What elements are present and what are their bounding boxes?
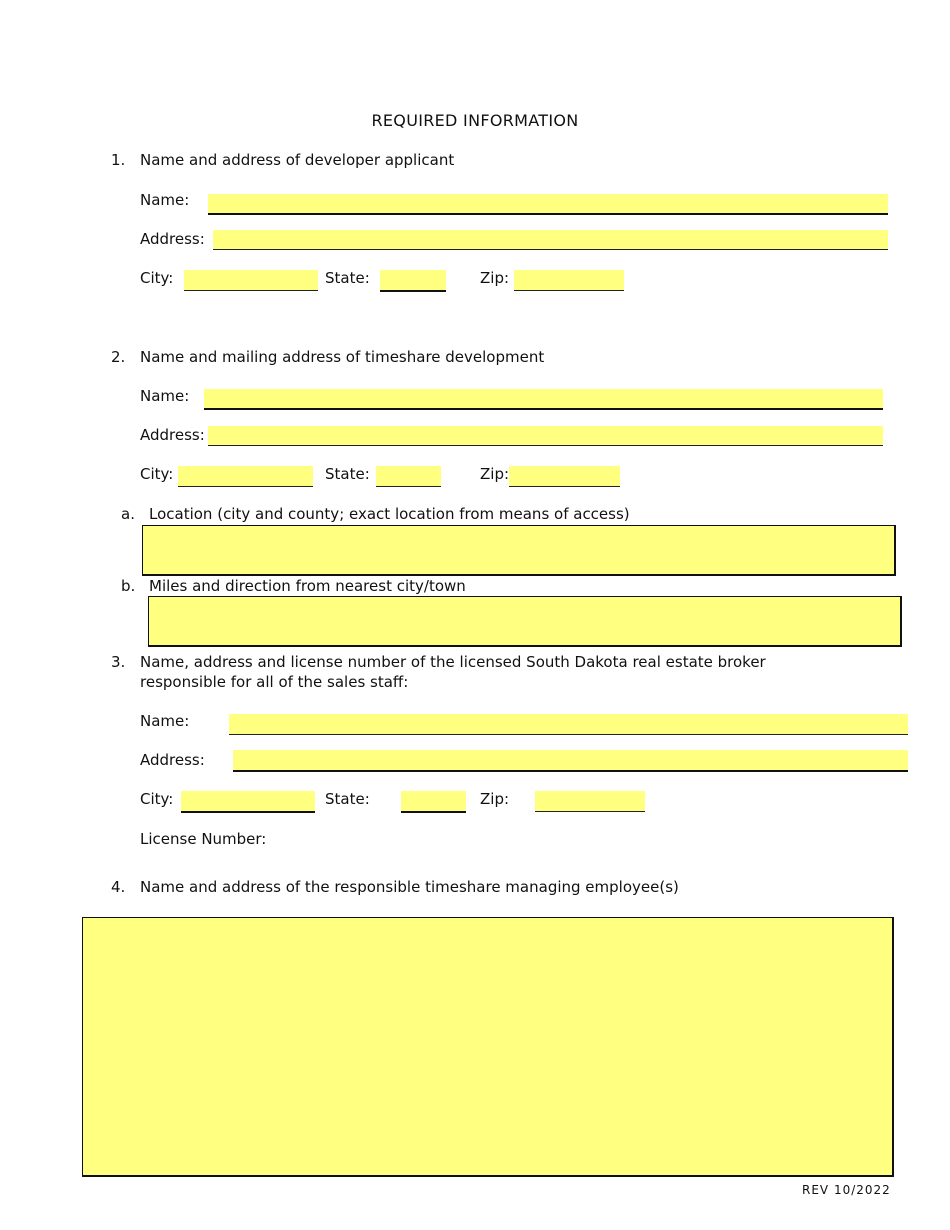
s3-name-input[interactable] <box>229 714 908 735</box>
s2-location-textarea[interactable] <box>142 525 896 576</box>
s3-address-label: Address: <box>140 751 205 769</box>
s1-city-label: City: <box>140 269 174 287</box>
s3-state-input[interactable] <box>401 791 466 813</box>
s3-name-label: Name: <box>140 712 190 730</box>
section-3-number: 3. <box>111 653 126 671</box>
s2-city-input[interactable] <box>178 466 313 487</box>
s3-zip-label: Zip: <box>480 790 510 808</box>
s2-zip-input[interactable] <box>509 466 620 487</box>
s2-location-label: Location (city and county; exact location from means of access) <box>149 505 630 523</box>
page-title: REQUIRED INFORMATION <box>371 111 579 130</box>
s2-miles-textarea[interactable] <box>148 596 902 647</box>
s3-state-label: State: <box>325 790 370 808</box>
section-2-number: 2. <box>111 348 126 366</box>
s3-address-input[interactable] <box>233 750 908 772</box>
s2-state-label: State: <box>325 465 370 483</box>
revision-label: REV 10/2022 <box>802 1183 891 1197</box>
s1-address-input[interactable] <box>213 230 888 250</box>
s3-zip-input[interactable] <box>535 791 645 812</box>
s2-address-label: Address: <box>140 426 205 444</box>
section-2-heading: Name and mailing address of timeshare development <box>140 348 545 366</box>
s2-miles-label: Miles and direction from nearest city/town <box>149 577 466 595</box>
s1-address-label: Address: <box>140 230 205 248</box>
s2-address-input[interactable] <box>208 426 883 446</box>
s1-name-input[interactable] <box>208 194 888 215</box>
section-3-heading-line1: Name, address and license number of the licensed South Dakota real estate broker <box>140 653 766 671</box>
s1-zip-input[interactable] <box>514 270 624 291</box>
s4-managing-employees-textarea[interactable] <box>82 917 894 1177</box>
s2-state-input[interactable] <box>376 466 441 487</box>
s3-city-label: City: <box>140 790 174 808</box>
s1-city-input[interactable] <box>184 270 318 291</box>
section-1-heading: Name and address of developer applicant <box>140 151 455 169</box>
s2-name-input[interactable] <box>204 389 883 410</box>
s1-name-label: Name: <box>140 191 190 209</box>
s2-city-label: City: <box>140 465 174 483</box>
s1-state-input[interactable] <box>380 270 446 292</box>
s2-zip-label: Zip: <box>480 465 510 483</box>
s3-license-label: License Number: <box>140 830 267 848</box>
s3-city-input[interactable] <box>181 791 315 813</box>
s2-name-label: Name: <box>140 387 190 405</box>
s1-zip-label: Zip: <box>480 269 510 287</box>
s2-sub-a-letter: a. <box>121 505 135 523</box>
section-1-number: 1. <box>111 151 126 169</box>
section-4-heading: Name and address of the responsible timeshare managing employee(s) <box>140 878 679 896</box>
s1-state-label: State: <box>325 269 370 287</box>
section-3-heading-line2: responsible for all of the sales staff: <box>140 673 409 691</box>
s2-sub-b-letter: b. <box>121 577 136 595</box>
section-4-number: 4. <box>111 878 126 896</box>
